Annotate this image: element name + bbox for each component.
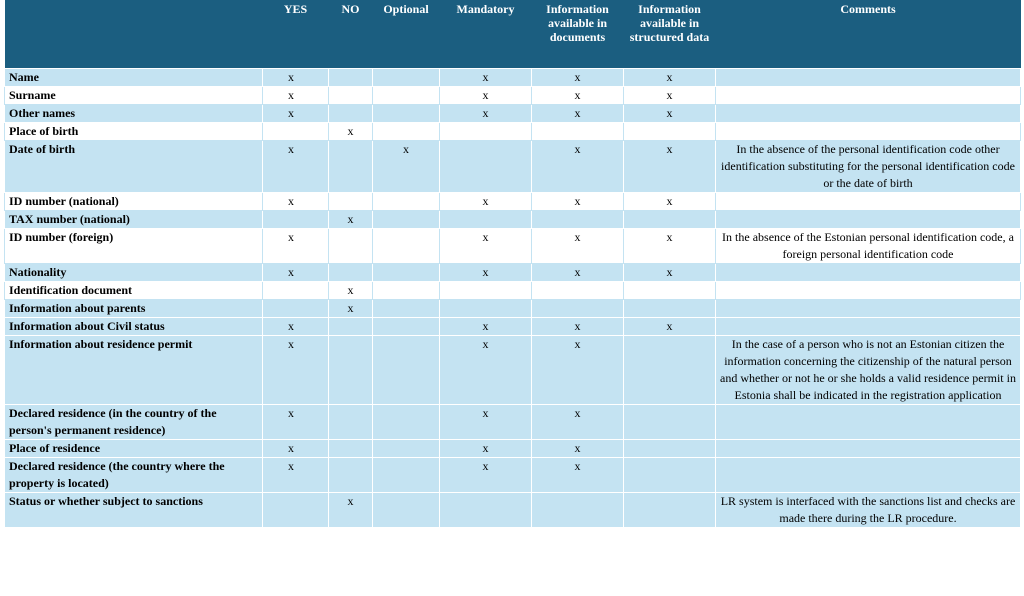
row-structured [624,299,716,317]
table-row [5,192,1021,210]
row-comment [716,192,1021,210]
row-mandatory: x [440,86,532,104]
row-docs: x [532,104,624,122]
row-optional [373,335,440,404]
row-yes [263,210,329,228]
row-docs: x [532,404,624,439]
row-no [329,140,373,192]
row-yes: x [263,192,329,210]
row-yes [263,122,329,140]
row-comment: In the case of a person who is not an Estonian citizen the information concerning the citizenship of the natural person and whether or not he or she holds a valid residence permit in Estonia shall be indicated in the registration application [716,335,1021,404]
header-row [5,0,1021,68]
row-docs: x [532,192,624,210]
row-docs: x [532,68,624,86]
row-mandatory: x [440,404,532,439]
row-name: Surname [5,86,263,104]
row-no [329,457,373,492]
row-comment: In the absence of the personal identification code other identification substituting for the personal identification code or the date of birth [716,140,1021,192]
row-no [329,404,373,439]
row-name: Information about Civil status [5,317,263,335]
row-docs [532,299,624,317]
row-mandatory: x [440,335,532,404]
row-name: Nationality [5,263,263,281]
table-row [5,122,1021,140]
row-name: Status or whether subject to sanctions [5,492,263,527]
header-name [5,0,263,68]
row-yes [263,281,329,299]
row-mandatory: x [440,263,532,281]
row-name: Identification document [5,281,263,299]
row-mandatory [440,299,532,317]
table-row [5,104,1021,122]
row-comment [716,281,1021,299]
row-comment [716,263,1021,281]
row-mandatory [440,281,532,299]
row-optional [373,86,440,104]
row-optional [373,281,440,299]
row-yes: x [263,404,329,439]
row-yes: x [263,228,329,263]
row-no [329,439,373,457]
row-name: ID number (national) [5,192,263,210]
row-no: x [329,299,373,317]
table-row [5,492,1021,527]
table-row [5,439,1021,457]
row-no [329,68,373,86]
row-yes: x [263,68,329,86]
row-name: Place of birth [5,122,263,140]
header-structured: Information available in structured data [624,0,716,68]
header-yes: YES [263,0,329,68]
row-no [329,192,373,210]
row-no [329,104,373,122]
row-optional [373,104,440,122]
row-docs [532,122,624,140]
table-row [5,263,1021,281]
table-row [5,299,1021,317]
table-body [5,68,1021,527]
row-name: Information about residence permit [5,335,263,404]
row-mandatory [440,140,532,192]
row-name: TAX number (national) [5,210,263,228]
row-comment [716,457,1021,492]
table-row [5,140,1021,192]
row-docs: x [532,263,624,281]
row-name: ID number (foreign) [5,228,263,263]
row-structured: x [624,104,716,122]
row-optional [373,122,440,140]
row-no [329,317,373,335]
row-mandatory: x [440,457,532,492]
row-optional [373,492,440,527]
row-no: x [329,210,373,228]
row-yes: x [263,86,329,104]
row-structured: x [624,317,716,335]
row-mandatory: x [440,192,532,210]
row-mandatory [440,210,532,228]
row-yes [263,492,329,527]
row-docs [532,210,624,228]
table-row [5,210,1021,228]
table-row [5,86,1021,104]
row-optional [373,299,440,317]
row-optional [373,457,440,492]
row-comment [716,104,1021,122]
row-no [329,228,373,263]
table-row [5,68,1021,86]
row-no [329,86,373,104]
row-yes: x [263,317,329,335]
row-comment: LR system is interfaced with the sanctions list and checks are made there during the LR procedure. [716,492,1021,527]
row-mandatory: x [440,104,532,122]
row-yes: x [263,140,329,192]
row-mandatory: x [440,228,532,263]
header-no: NO [329,0,373,68]
row-mandatory [440,122,532,140]
row-optional [373,228,440,263]
table-row [5,281,1021,299]
row-docs: x [532,439,624,457]
row-name: Other names [5,104,263,122]
row-structured [624,404,716,439]
row-structured: x [624,192,716,210]
data-table [4,0,1021,528]
row-docs: x [532,140,624,192]
row-optional [373,404,440,439]
header-optional: Optional [373,0,440,68]
row-mandatory: x [440,317,532,335]
table-row [5,404,1021,439]
row-optional [373,192,440,210]
row-mandatory: x [440,439,532,457]
row-mandatory [440,492,532,527]
row-comment: In the absence of the Estonian personal identification code, a foreign personal identification code [716,228,1021,263]
header-docs: Information available in documents [532,0,624,68]
row-comment [716,68,1021,86]
row-optional [373,263,440,281]
row-structured: x [624,140,716,192]
row-structured [624,210,716,228]
row-structured [624,281,716,299]
row-no [329,263,373,281]
row-docs [532,492,624,527]
row-optional: x [373,140,440,192]
row-structured [624,335,716,404]
row-no: x [329,492,373,527]
row-name: Declared residence (in the country of the person's permanent residence) [5,404,263,439]
row-comment [716,299,1021,317]
row-docs: x [532,317,624,335]
row-yes: x [263,335,329,404]
row-comment [716,86,1021,104]
row-yes: x [263,263,329,281]
row-yes: x [263,104,329,122]
row-structured [624,492,716,527]
table-row [5,228,1021,263]
row-comment [716,210,1021,228]
row-comment [716,404,1021,439]
row-structured [624,439,716,457]
row-structured [624,457,716,492]
table-row [5,317,1021,335]
row-optional [373,317,440,335]
row-docs: x [532,457,624,492]
row-docs: x [532,228,624,263]
row-yes: x [263,457,329,492]
table-row [5,335,1021,404]
row-comment [716,439,1021,457]
row-comment [716,122,1021,140]
row-docs [532,281,624,299]
row-name: Name [5,68,263,86]
row-no: x [329,281,373,299]
row-structured: x [624,86,716,104]
header-comments: Comments [716,0,1021,68]
row-optional [373,439,440,457]
row-structured [624,122,716,140]
row-name: Date of birth [5,140,263,192]
row-name: Place of residence [5,439,263,457]
row-yes [263,299,329,317]
row-name: Information about parents [5,299,263,317]
table-row [5,457,1021,492]
row-structured: x [624,263,716,281]
row-structured: x [624,68,716,86]
header-mandatory: Mandatory [440,0,532,68]
row-no: x [329,122,373,140]
row-optional [373,210,440,228]
row-yes: x [263,439,329,457]
row-docs: x [532,86,624,104]
row-structured: x [624,228,716,263]
row-docs: x [532,335,624,404]
row-no [329,335,373,404]
row-optional [373,68,440,86]
row-name: Declared residence (the country where the property is located) [5,457,263,492]
row-comment [716,317,1021,335]
row-mandatory: x [440,68,532,86]
